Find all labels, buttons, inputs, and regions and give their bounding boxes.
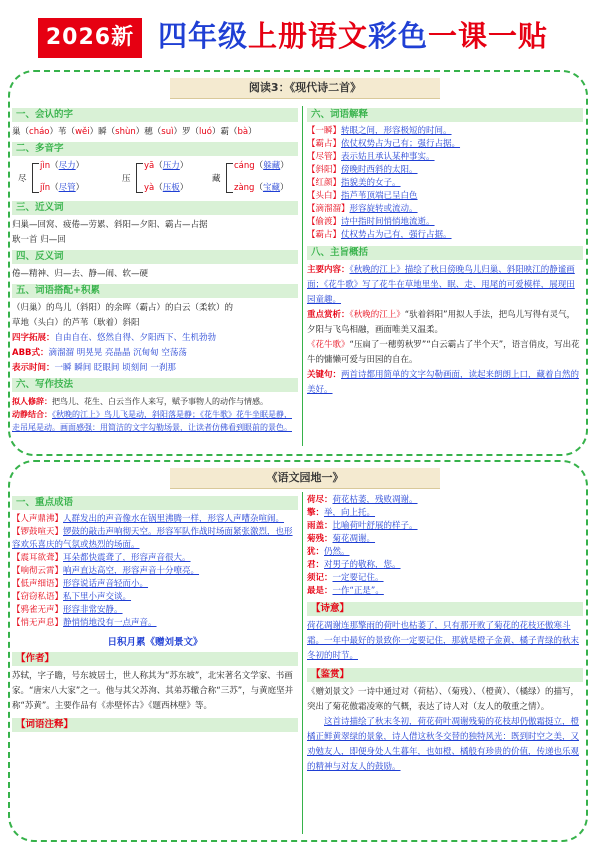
gloss-term: 荷尽： — [307, 495, 333, 505]
appreciation-text: 《赠刘景文》一诗中通过对（荷枯）、（菊残）、（橙黄）、（橘绿）的描写，突出了菊花傲霜凌寒的气概，表达了诗人对（友人的敬重之情）。 — [307, 687, 580, 712]
gloss-item — [307, 229, 583, 242]
gloss-item — [12, 526, 298, 552]
collocation-line: 草地（头白）的芦苇（耿着）斜阳 — [12, 318, 140, 328]
meaning-head: 【诗意】 — [307, 602, 583, 616]
gloss-term: 【锣鼓喧天】 — [12, 527, 64, 537]
section-head: 一、重点成语 — [12, 496, 298, 510]
gloss-definition: 人群发出的声音像水在锅里沸腾一样，形容人声嘈杂喧闹。 — [63, 514, 285, 524]
gloss-definition: 形容说话声音轻而小。 — [63, 579, 149, 589]
year-tag: 2026新 — [38, 18, 142, 58]
synonym-line: 归巢—回窝、疲倦—劳累、斜阳—夕阳、霸占—占据 — [12, 220, 208, 230]
right-column — [307, 494, 583, 775]
gloss-definition: 私下里小声交谈。 — [63, 592, 132, 602]
gloss-term: 擎： — [307, 508, 325, 518]
gloss-definition: 一作“正是”。 — [332, 586, 384, 596]
gloss-item — [307, 572, 583, 585]
gloss-definition: 菊花凋谢。 — [332, 534, 376, 544]
author-text: 苏轼，字子瞻，号东坡居士，世人称其为“苏东坡”，北宋著名文学家、书画家。“唐宋八大家”之一。他与其父苏洵、其弟苏辙合称“三苏”，与黄庭坚并称“苏黄”。主要作品有《赤壁怀古》《题西林壁》等。 — [12, 671, 294, 711]
section-head: 五、词语搭配+积累 — [12, 284, 298, 298]
gloss-term: 【偷渡】 — [307, 217, 342, 227]
antonym-line: 倦—精神、归—去、静—闹、软—硬 — [12, 269, 149, 279]
gloss-item — [12, 552, 298, 565]
gloss-term: 【窃窃私语】 — [12, 592, 64, 602]
section-head: 二、多音字 — [12, 142, 298, 156]
gloss-definition: 仍然。 — [324, 547, 350, 557]
section-head: 四、反义词 — [12, 250, 298, 264]
gloss-definition: 形容非常安静。 — [63, 605, 123, 615]
gloss-item — [307, 190, 583, 203]
technique-item: 拟人修辞：把鸟儿、花生、白云当作人来写，赋予事物人的动作与情感。 — [12, 397, 268, 406]
polyphone-group: 尽 jìn（尽力） jǐn（尽管） 压 yā（压力） yà（压板） 藏 cáng（躲藏） zàng（宝藏） — [18, 161, 289, 193]
section-head: 一、会认的字 — [12, 108, 298, 122]
gloss-term: 雨盖： — [307, 521, 333, 531]
poem-title: 日积月累《赠刘景文》 — [107, 637, 203, 648]
meaning-text: 荷花凋谢连那擎雨的荷叶也枯萎了，只有那开败了菊花的花枝还傲寒斗霜。一年中最好的景致你一定要记住，那就是橙子金黄、橘子青绿的秋末冬初的时节。 — [307, 621, 580, 661]
gloss-definition: 转眼之间，形容极短的时间。 — [341, 126, 452, 136]
gloss-definition: 傍晚时西斜的太阳。 — [341, 165, 418, 175]
left-column — [12, 106, 298, 434]
gloss-definition: 荷花枯萎，残败凋谢。 — [332, 495, 418, 505]
appreciation-text-2: 这首诗描绘了秋末冬初，荷花荷叶凋谢残菊的花枝却仍傲霜挺立，橙橘正鲜黄翠绿的景象，诗人借这秋冬交替的独特风光：既到时空之美，又劝勉友人，即便身处人生暮年，也如橙、橘般有珍贵的价值，传递也乐观的精神与对友人的鼓励。 — [307, 717, 580, 772]
gloss-item — [307, 125, 583, 138]
gloss-term: 【震耳欲聋】 — [12, 553, 64, 563]
gloss-item — [307, 138, 583, 151]
gloss-item — [12, 591, 298, 604]
abb-line: ABB式：滴溜溜 明晃晃 亮晶晶 沉甸甸 空荡荡 — [12, 348, 187, 358]
summary-analysis: 重点赏析：《秋晚的江上》“驮着斜阳”用拟人手法，把鸟儿写得有灵气，夕阳与飞鸟相融，画面唯美又温柔。 — [307, 310, 576, 335]
garden-panel — [8, 460, 588, 842]
char-list: 巢（cháo）苇（wěi）瞬（shùn）穗（suì）罗（luó）霸（bà） — [12, 127, 257, 137]
gloss-definition: 一定要记住。 — [332, 573, 384, 583]
gloss-term: 君： — [307, 560, 325, 570]
section-head: 三、近义词 — [12, 201, 298, 215]
gloss-definition: 响声直达高空，形容声音十分嘹亮。 — [63, 566, 200, 576]
gloss-term: 犹： — [307, 547, 325, 557]
gloss-item — [12, 617, 298, 630]
gloss-definition: 仗权势占为己有，强行占据。 — [341, 230, 452, 240]
panel-title: 《语文园地一》 — [170, 468, 440, 489]
page-header — [0, 0, 596, 66]
left-column — [12, 494, 298, 735]
idiom-line: 四字拓展：自由自在、悠然自得、夕阳西下、生机勃勃 — [12, 333, 217, 343]
gloss-term: 【人声鼎沸】 — [12, 514, 64, 524]
gloss-term: 最是： — [307, 586, 333, 596]
brace — [32, 163, 39, 193]
gloss-term: 【斜阳】 — [307, 165, 342, 175]
gloss-definition: 比喻荷叶舒展的样子。 — [332, 521, 418, 531]
section-head: 八、主旨概括 — [307, 246, 583, 260]
title-subject: 上册语文 — [248, 19, 369, 53]
gloss-definition: 依仗权势占为己有；强行占据。 — [341, 139, 461, 149]
gloss-item — [307, 164, 583, 177]
gloss-term: 须记： — [307, 573, 333, 583]
gloss-term: 【霸占】 — [307, 230, 342, 240]
gloss-item — [12, 513, 298, 526]
panel-title: 阅读3：《现代诗二首》 — [170, 78, 440, 99]
reading-panel — [8, 70, 588, 456]
gloss-definition: 形容旋转或流动。 — [349, 204, 418, 214]
gloss-item — [307, 559, 583, 572]
gloss-item — [307, 585, 583, 598]
gloss-term: 【尽管】 — [307, 152, 342, 162]
gloss-definition: 指芦苇顶端已呈白色 — [341, 191, 418, 201]
gloss-term: 【红颜】 — [307, 178, 342, 188]
gloss-term: 【悄无声息】 — [12, 618, 64, 628]
summary-key: 关键句：两首诗都用简单的文字勾勒画面，读起来朗朗上口，藏着自然的美好。 — [307, 370, 580, 395]
gloss-item — [12, 578, 298, 591]
brace — [226, 163, 233, 193]
summary-main: 主要内容：《秋晚的江上》描绘了秋日傍晚鸟儿归巢、斜阳映江的静谧画面；《花牛歌》写了花牛在草地里坐、眠、走、甩尾的可爱模样，展现田园童趣。 — [307, 265, 575, 305]
gloss-definition: 诗中指时间悄悄地流逝。 — [341, 217, 435, 227]
gloss-item — [307, 546, 583, 559]
column-divider — [302, 492, 303, 834]
gloss-term: 【低声细语】 — [12, 579, 64, 589]
gloss-item — [307, 177, 583, 190]
time-line: 表示时间：一瞬 瞬间 眨眼间 顷刻间 一刹那 — [12, 363, 176, 373]
gloss-definition: 对男子的敬称，您。 — [324, 560, 401, 570]
gloss-item — [307, 151, 583, 164]
gloss-definition: 表示姑且承认某种事实。 — [341, 152, 435, 162]
gloss-head: 【词语注释】 — [12, 718, 298, 732]
summary-analysis-2: 《花牛歌》“压扁了一穗剪秋罗”“白云霸占了半个天”，语言俏皮，写出花牛的慵懒可爱与田园的自在。 — [307, 340, 580, 365]
appreciation-head: 【鉴赏】 — [307, 668, 583, 682]
gloss-term: 【头白】 — [307, 191, 342, 201]
page-title — [158, 14, 548, 55]
synonym-line: 耿一首 归—回 — [12, 235, 66, 245]
gloss-item — [307, 533, 583, 546]
word-gloss-list — [307, 125, 583, 242]
column-divider — [302, 106, 303, 446]
gloss-term: 【鸦雀无声】 — [12, 605, 64, 615]
gloss-item — [307, 494, 583, 507]
right-column — [307, 106, 583, 398]
author-head: 【作者】 — [12, 652, 298, 666]
title-color: 彩色 — [368, 19, 429, 53]
gloss-term: 菊残： — [307, 534, 333, 544]
gloss-definition: 举，向上托。 — [324, 508, 376, 518]
section-head: 六、词语解释 — [307, 108, 583, 122]
gloss-item — [12, 604, 298, 617]
gloss-item — [12, 565, 298, 578]
gloss-item — [307, 507, 583, 520]
gloss-term: 【滴溜溜】 — [307, 204, 350, 214]
gloss-definition: 静悄悄地没有一点声音。 — [63, 618, 157, 628]
section-head: 六、写作技法 — [12, 378, 298, 392]
gloss-item — [307, 216, 583, 229]
gloss-definition: 锣鼓的敲击声响彻天空。形容军队作战时场面紧张激烈，也形容欢乐喜庆的气氛或热烈的场面。 — [12, 527, 293, 550]
gloss-item — [307, 520, 583, 533]
gloss-definition: 指貌美的女子。 — [341, 178, 401, 188]
gloss-definition: 耳朵都快震聋了，形容声音很大。 — [63, 553, 191, 563]
gloss-term: 【一瞬】 — [307, 126, 342, 136]
collocation-line: （归巢）的鸟儿（斜阳）的余晖（霸占）的白云（柔软）的 — [12, 303, 234, 313]
gloss-term: 【响彻云霄】 — [12, 566, 64, 576]
technique-item: 动静结合：《秋晚的江上》鸟儿飞是动，斜阳落是静；《花牛歌》花牛坐眠是静，走吊尾是动。画面感强：用简洁的文字勾勒场景，让读者仿佛看到眼前的景色。 — [12, 410, 292, 432]
gloss-item — [307, 203, 583, 216]
gloss-term: 【霸占】 — [307, 139, 342, 149]
brace — [136, 163, 143, 193]
poem-gloss-list — [307, 494, 583, 598]
title-grade: 四年级 — [158, 19, 249, 53]
title-series: 一课一贴 — [428, 19, 549, 53]
idiom-list — [12, 513, 298, 630]
